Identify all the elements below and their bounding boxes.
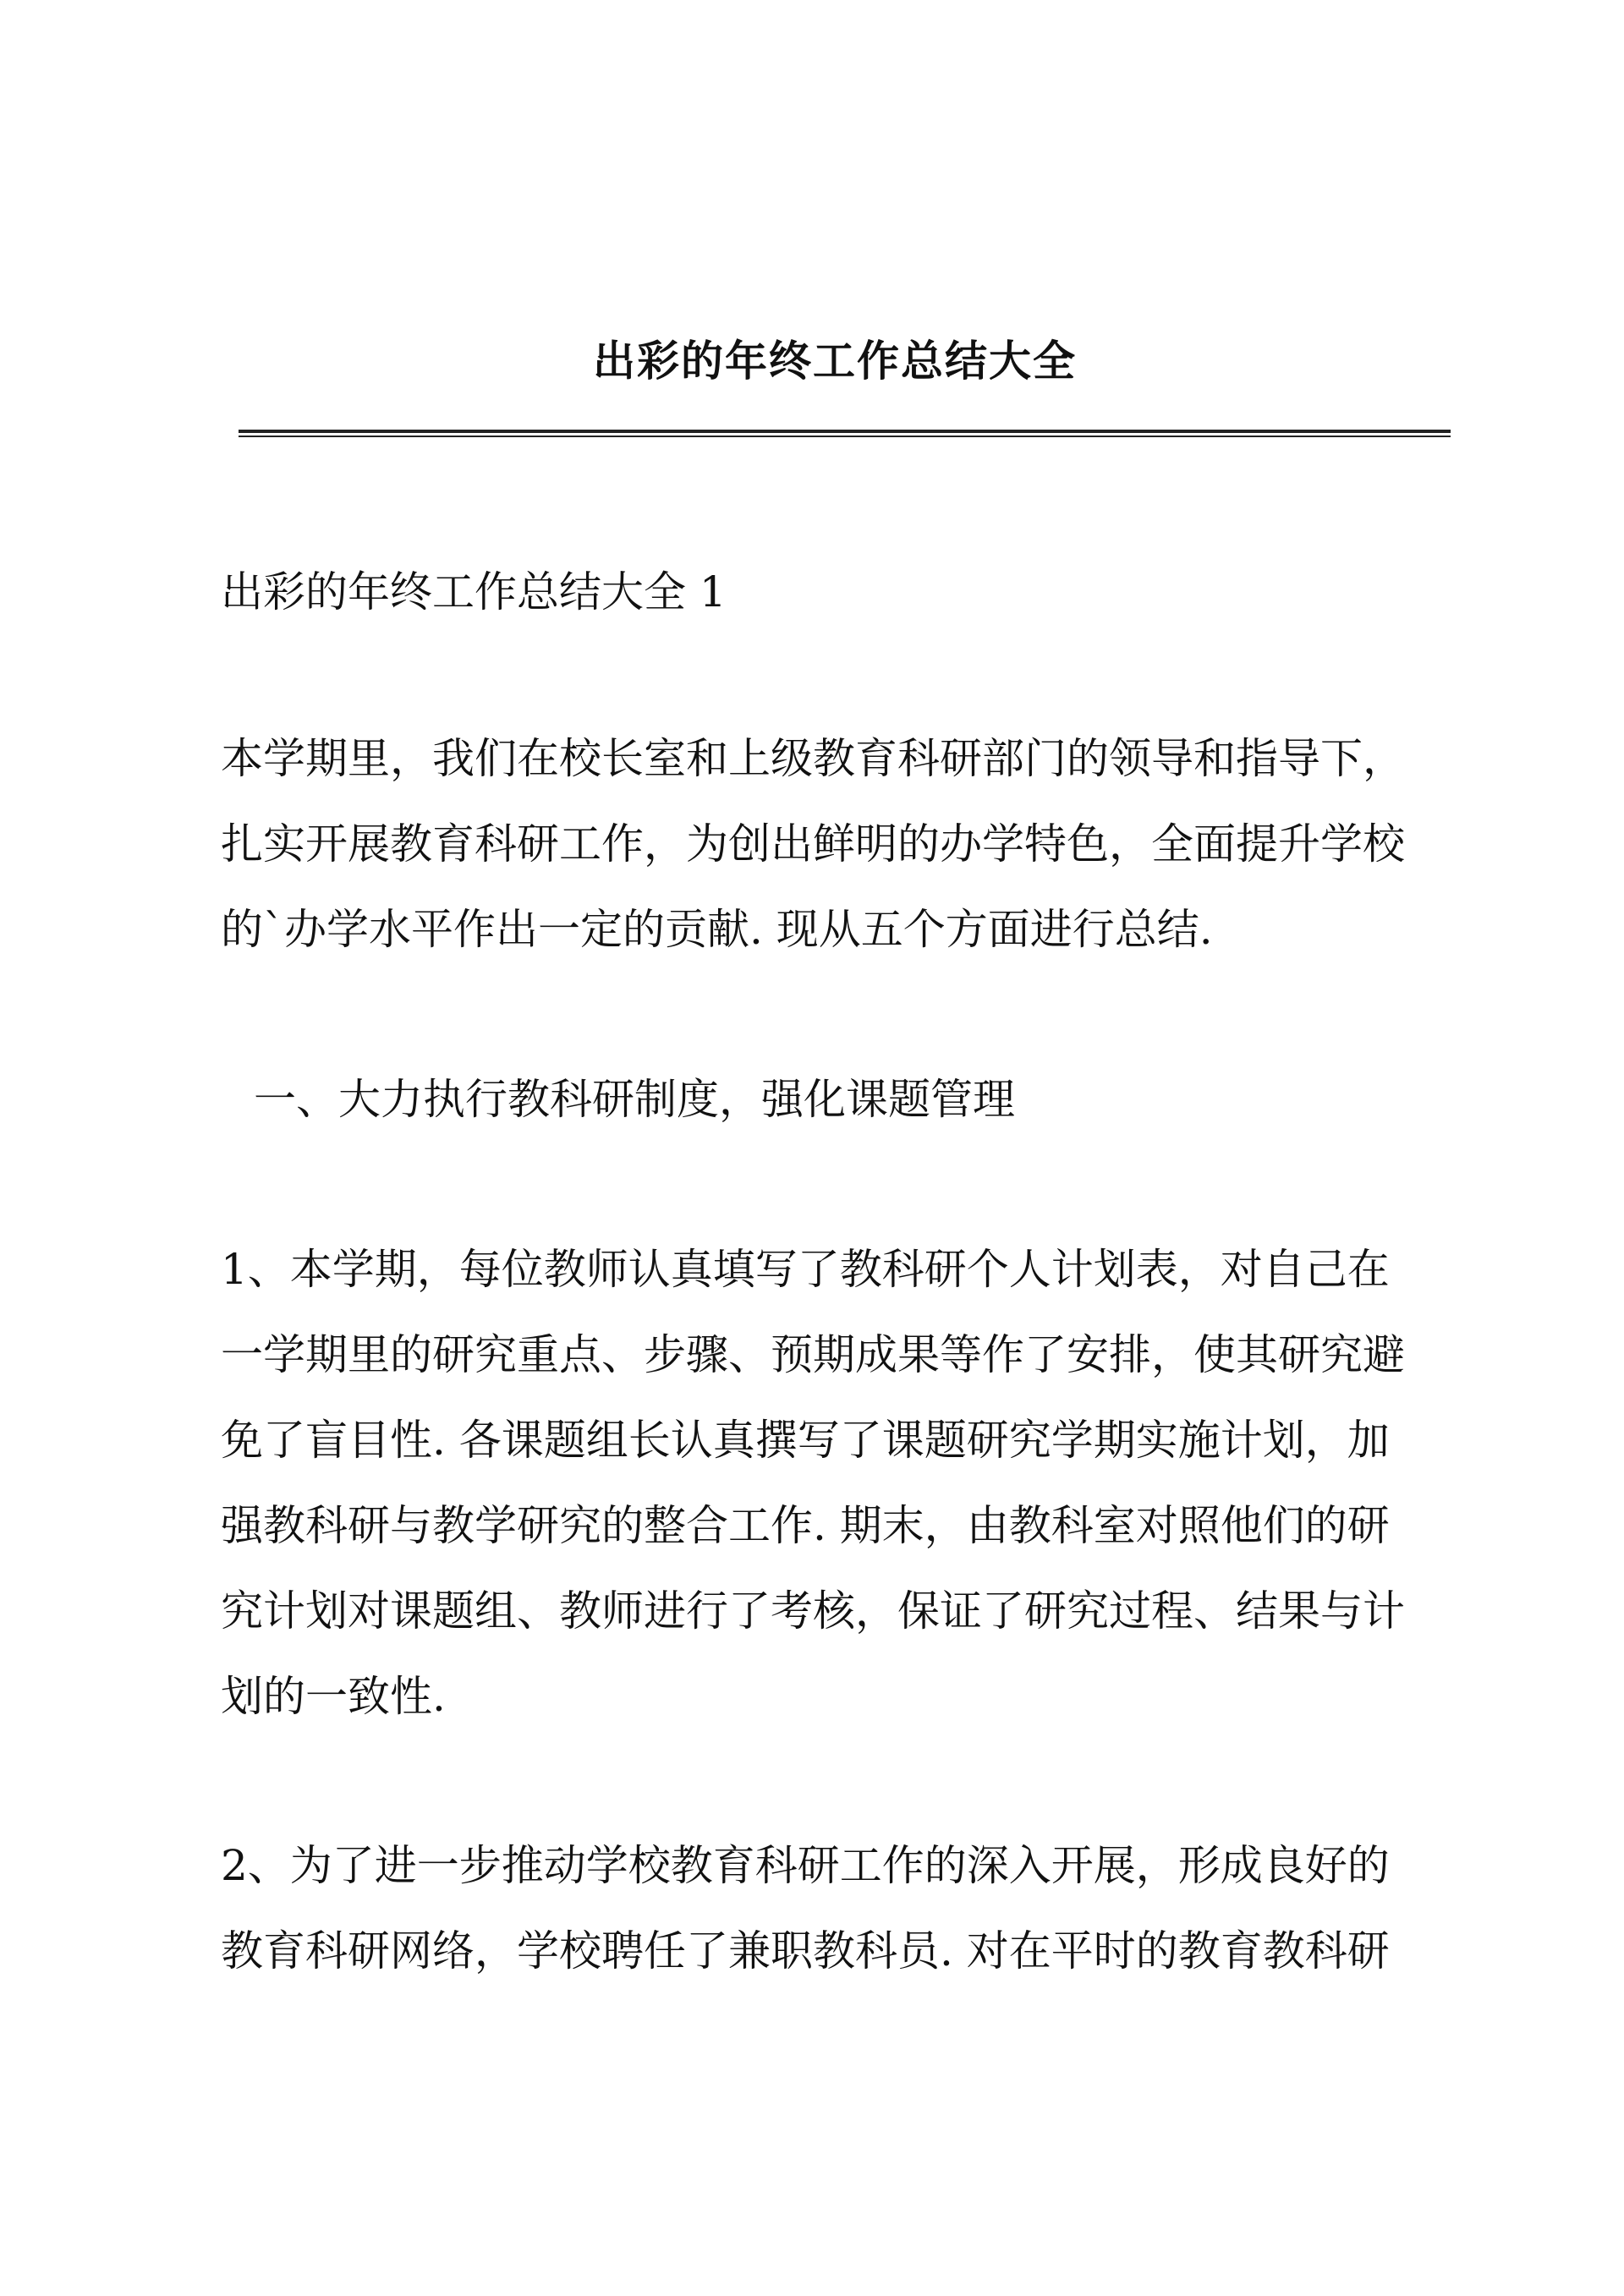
text-line: 扎实开展教育科研工作，为创出鲜明的办学特色，全面提升学校: [221, 819, 1405, 869]
subheading-text: 一、大力执行教科研制度，强化课题管理: [254, 1075, 1015, 1124]
intro-paragraph: [221, 716, 1574, 973]
section-heading-text: 出彩的年终工作总结大全 1: [221, 567, 727, 616]
text-line: 教育科研网络，学校聘任了兼职教科员. 对在平时的教育教科研: [221, 1926, 1390, 1975]
item2-paragraph: [221, 1823, 1574, 1994]
divider-thin-line: [239, 436, 1451, 437]
text-line: 的`办学水平作出一定的贡献. 现从五个方面进行总结.: [221, 905, 1213, 954]
text-line: 2、为了进一步推动学校教育科研工作的深入开展，形成良好的: [221, 1841, 1390, 1890]
text-line: 免了盲目性. 各课题组长认真撰写了课题研究学期实施计划，加: [221, 1416, 1390, 1465]
divider-thick-line: [239, 430, 1451, 433]
section-heading: [221, 550, 1574, 635]
item1-paragraph: [221, 1227, 1574, 1740]
text-line: 一学期里的研究重点、步骤、预期成果等作了安排，使其研究避: [221, 1330, 1405, 1379]
text-line: 究计划对课题组、教师进行了考核，保证了研究过程、结果与计: [221, 1586, 1405, 1636]
text-line: 强教科研与教学研究的整合工作. 期末，由教科室对照他们的研: [221, 1501, 1390, 1550]
text-line: 划的一致性.: [221, 1672, 446, 1721]
text-line: 1、本学期，每位教师认真填写了教科研个人计划表，对自己在: [221, 1245, 1390, 1294]
document-title: 出彩的年终工作总结大全: [593, 336, 1077, 386]
subheading: [221, 1057, 1574, 1143]
text-line: 本学期里，我们在校长室和上级教育科研部门的领导和指导下，: [221, 734, 1405, 783]
title-divider: [239, 430, 1451, 438]
document-body: [221, 550, 1574, 1994]
